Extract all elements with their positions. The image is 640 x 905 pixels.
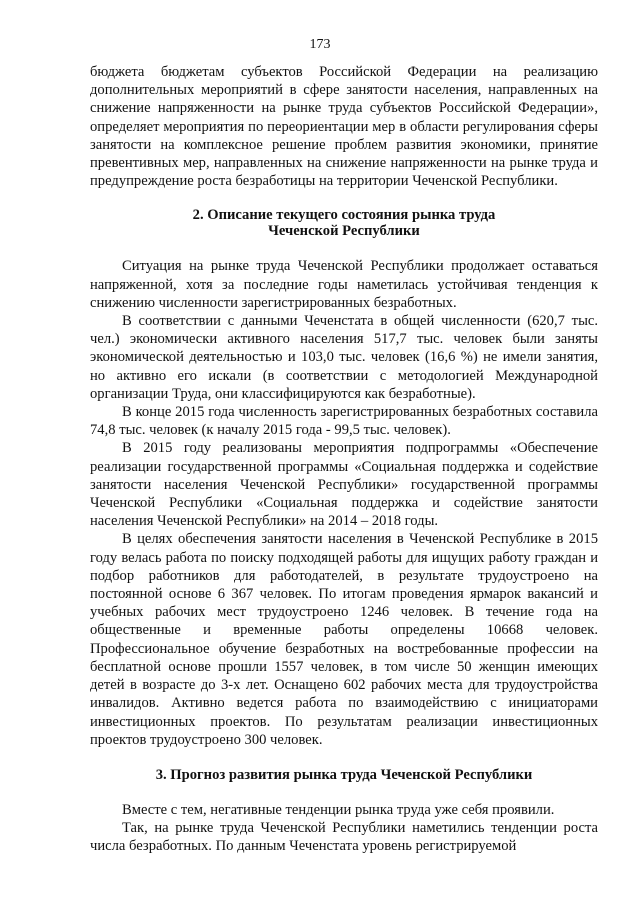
section-2-paragraph-4: В 2015 году реализованы мероприятия подпрограммы «Обеспечение реализации государственной программы «Социальная поддержка и содействие занятости населения Чеченской Республики» государственной программы Чеченской Республики «Социальная поддержка и содействие занятости населения Чеченской Республики» на 2014 – 2018 годы. xyxy=(90,440,598,530)
intro-paragraph: бюджета бюджетам субъектов Российской Федерации на реализацию дополнительных мероприятий в сфере занятости населения, направленных на снижение напряженности на рынке труда субъектов Российской Федерации», определяет мероприятия по переориентации мер в области регулирования сферы занятости на комплексное решение проблем развития экономики, принятие превентивных мер, направленных на снижение напряженности на рынке труда и предупреждение роста безработицы на территории Чеченской Республики. xyxy=(90,64,598,190)
section-2-heading-line-2: Чеченской Республики xyxy=(268,223,420,240)
section-2-paragraph-1: Ситуация на рынке труда Чеченской Республики продолжает оставаться напряженной, хотя за последние годы наметилась устойчивая тенденция к снижению численности зарегистрированных безработных. xyxy=(90,258,598,311)
section-3-paragraph-1: Вместе с тем, негативные тенденции рынка труда уже себя проявили. xyxy=(122,801,555,818)
section-2-paragraph-3: В конце 2015 года численность зарегистрированных безработных составила 74,8 тыс. человек (к началу 2015 года - 99,5 тыс. человек). xyxy=(90,404,598,439)
section-2-paragraph-2: В соответствии с данными Чеченстата в общей численности (620,7 тыс. чел.) экономически активного населения 517,7 тыс. человек были заняты экономической деятельностью и 103,0 тыс. человек (16,6 %) не имели занятия, но активно его искали (в соответствии с методологией Международной организации Труда, они классифицируются как безработные). xyxy=(90,313,598,402)
section-3-heading: 3. Прогноз развития рынка труда Чеченской Республики xyxy=(155,766,533,783)
document-body xyxy=(90,63,598,856)
section-3-paragraph-2: Так, на рынке труда Чеченской Республики наметились тенденции роста числа безработных. По данным Чеченстата уровень регистрируемой xyxy=(90,820,598,855)
page-number: 173 xyxy=(309,37,331,52)
section-2-heading xyxy=(90,207,598,239)
section-2-heading-line-1: 2. Описание текущего состояния рынка труда xyxy=(192,207,496,224)
section-2-paragraph-5: В целях обеспечения занятости населения в Чеченской Республике в 2015 году велась работа по поиску подходящей работы для ищущих работу граждан и подбор работников для работодателей, в результате трудоустроено на постоянной основе 6 367 человек. По итогам проведения ярмарок вакансий и учебных рабочих мест трудоустроено 1246 человек. В течение года на общественные и временные работы определены 10668 человек. Профессиональное обучение безработных на востребованные профессии на бесплатной основе прошли 1557 человек, в том числе 50 женщин имеющих детей в возрасте до 3-х лет. Оснащено 602 рабочих места для трудоустройства инвалидов. Активно ведется работа по взаимодействию с инициаторами инвестиционных проектов. По результатам реализации инвестиционных проектов трудоустроено 300 человек. xyxy=(90,531,598,748)
